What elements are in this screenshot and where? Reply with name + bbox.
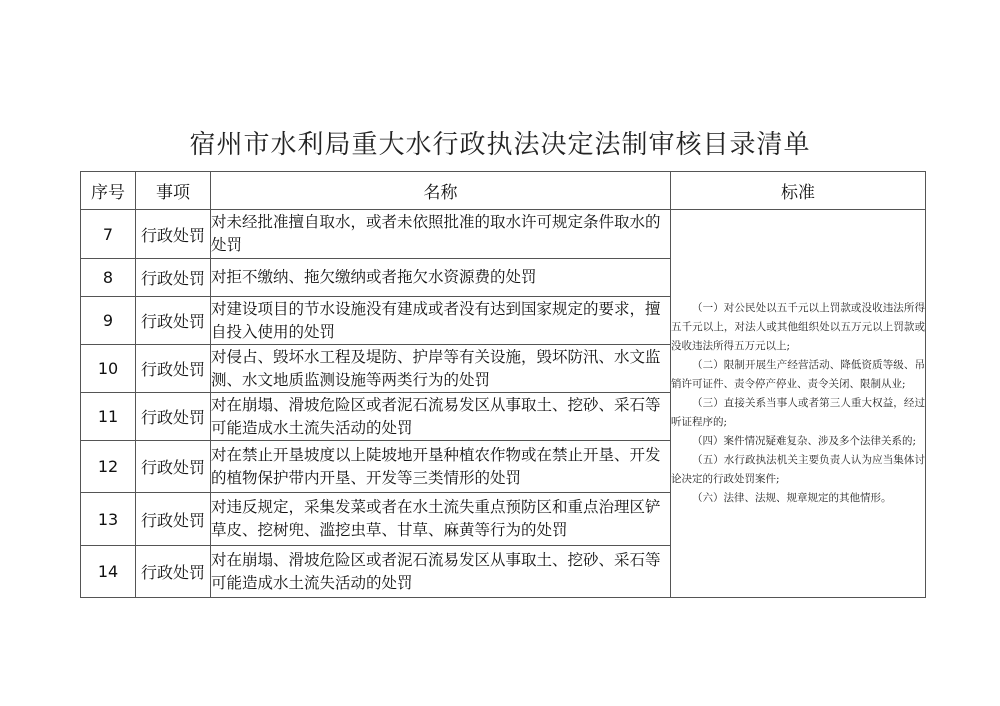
row-seq: 14 <box>81 546 136 598</box>
row-kind: 行政处罚 <box>136 345 211 393</box>
page-title: 宿州市水利局重大水行政执法决定法制审核目录清单 <box>189 130 811 160</box>
row-seq: 7 <box>81 210 136 259</box>
table-header-row <box>81 172 926 210</box>
row-kind: 行政处罚 <box>136 441 211 493</box>
standard-item: （二）限制开展生产经营活动、降低资质等级、吊销许可证件、责令停产停业、责令关闭、限制从业; <box>671 359 925 390</box>
row-kind: 行政处罚 <box>136 393 211 441</box>
standard-item: （四）案件情况疑难复杂、涉及多个法律关系的; <box>692 435 917 447</box>
row-seq: 12 <box>81 441 136 493</box>
row-name: 对未经批准擅自取水，或者未依照批准的取水许可规定条件取水的处罚 <box>211 210 671 259</box>
row-name: 对在崩塌、滑坡危险区或者泥石流易发区从事取土、挖砂、采石等可能造成水土流失活动的处罚 <box>211 393 671 441</box>
row-name: 对违反规定，采集发菜或者在水土流失重点预防区和重点治理区铲草皮、挖树兜、滥挖虫草、甘草、麻黄等行为的处罚 <box>211 493 671 546</box>
row-name: 对建设项目的节水设施没有建成或者没有达到国家规定的要求，擅自投入使用的处罚 <box>211 297 671 345</box>
standard-item: （六）法律、法规、规章规定的其他情形。 <box>692 492 892 504</box>
row-name: 对侵占、毁坏水工程及堤防、护岸等有关设施，毁坏防汛、水文监测、水文地质监测设施等两类行为的处罚 <box>211 345 671 393</box>
row-name: 对在崩塌、滑坡危险区或者泥石流易发区从事取土、挖砂、采石等可能造成水土流失活动的处罚 <box>211 546 671 598</box>
standard-item: （一）对公民处以五千元以上罚款或没收违法所得五千元以上，对法人或其他组织处以五万元以上罚款或没收违法所得五万元以上; <box>671 302 925 352</box>
catalog-table <box>80 171 926 598</box>
row-name: 对在禁止开垦坡度以上陡坡地开垦种植农作物或在禁止开垦、开发的植物保护带内开垦、开发等三类情形的处罚 <box>211 441 671 493</box>
row-kind: 行政处罚 <box>136 259 211 297</box>
header-seq: 序号 <box>81 172 136 210</box>
row-kind: 行政处罚 <box>136 297 211 345</box>
header-kind: 事项 <box>136 172 211 210</box>
standard-item: （五）水行政执法机关主要负责人认为应当集体讨论决定的行政处罚案件; <box>671 454 925 485</box>
standard-item: （三）直接关系当事人或者第三人重大权益，经过听证程序的; <box>671 397 925 428</box>
row-kind: 行政处罚 <box>136 210 211 259</box>
row-seq: 8 <box>81 259 136 297</box>
row-name: 对拒不缴纳、拖欠缴纳或者拖欠水资源费的处罚 <box>211 259 671 297</box>
table-row <box>81 210 926 259</box>
row-kind: 行政处罚 <box>136 493 211 546</box>
row-seq: 10 <box>81 345 136 393</box>
row-seq: 11 <box>81 393 136 441</box>
row-kind: 行政处罚 <box>136 546 211 598</box>
row-seq: 9 <box>81 297 136 345</box>
row-seq: 13 <box>81 493 136 546</box>
header-standard: 标准 <box>671 172 926 210</box>
standard-cell <box>671 210 926 598</box>
header-name: 名称 <box>211 172 671 210</box>
